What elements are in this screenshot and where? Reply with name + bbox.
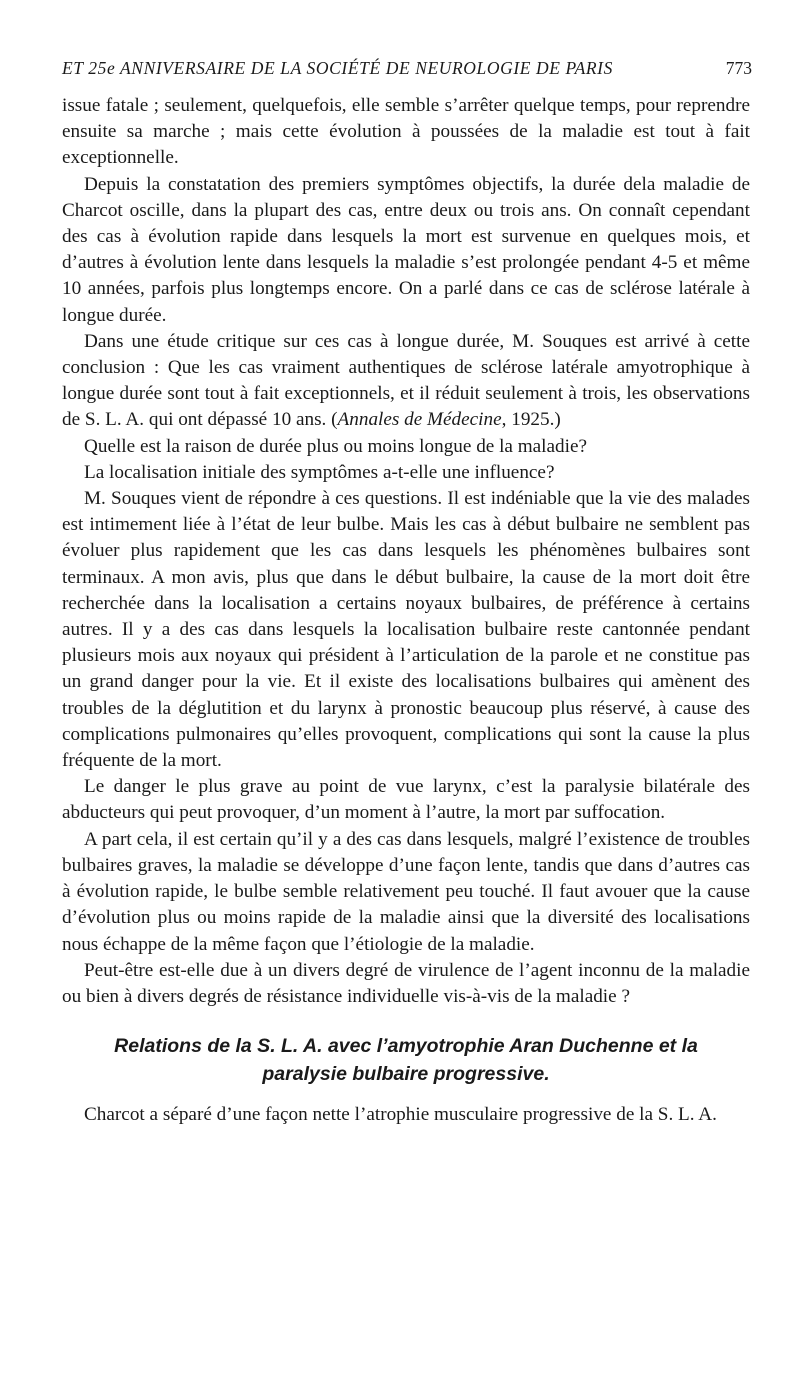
paragraph-9: Peut-être est-elle due à un divers degré de virulence de l’agent inconnu de la maladie ou bien à divers degrés de résistance individuelle vis-à-vis de la maladie ? — [62, 959, 750, 1007]
page-number: 773 — [725, 58, 752, 78]
citation-journal: Annales de Médecine — [337, 409, 502, 431]
paragraph-6: M. Souques vient de répondre à ces questions. Il est indéniable que la vie des malades est intimement liée à l’état de leur bulbe. Mais les cas à début bulbaire ne semblent pas évoluer plus rapidement que les cas dans lesquels les phénomènes bulbaires sont terminaux. A mon avis, plus que dans le début bulbaire, la cause de la mort doit être recherchée dans la localisation a certains noyaux bulbaires, de préférence à certains autres. Il y a des cas dans lesquels la localisation bulbaire reste cantonnée pendant plusieurs mois aux noyaux qui président à l’articulation de la parole et ne constitue pas un grand danger pour la vie. Et il existe des localisations bulbaires qui amènent des troubles de la déglutition et du larynx à pronostic beaucoup plus réservé, à cause des complications pulmonaires qu’elles provoquent, complications qui sont la cause la plus fréquente de la mort. — [62, 488, 750, 772]
paragraph-3 — [62, 329, 750, 434]
paragraph-4: Quelle est la raison de durée plus ou moins longue de la maladie? — [84, 435, 587, 457]
citation-tail: , 1925.) — [501, 409, 561, 431]
running-header — [62, 58, 752, 79]
final-paragraph: Charcot a séparé d’une façon nette l’atrophie musculaire progressive de la S. L. A. — [84, 1104, 717, 1126]
paragraph-3-text: Dans une étude critique sur ces cas à longue durée, M. Souques est arrivé à cette conclusion : Que les cas vraiment authentiques de sclérose latérale amyotrophique à longue durée sont tout à fait exceptionnels, et il réduit seulement à trois, les observations de S. L. A. qui ont dépassé 10 ans. ( — [62, 330, 750, 431]
paragraph-2: Depuis la constatation des premiers symptômes objectifs, la durée dela maladie de Charcot oscille, dans la plupart des cas, entre deux ou trois ans. On connaît cependant des cas à évolution rapide dans lesquels la mort est survenue en quelques mois, et d’autres à évolution lente dans lesquels la maladie s’est prolongée pendant 4-5 et même 10 années, parfois plus longtemps encore. On a parlé dans ce cas de sclérose latérale à longue durée. — [62, 173, 750, 326]
paragraph-5: La localisation initiale des symptômes a-t-elle une influence? — [84, 461, 555, 483]
paragraph-7: Le danger le plus grave au point de vue larynx, c’est la paralysie bilatérale des abducteurs qui peut provoquer, d’un moment à l’autre, la mort par suffocation. — [62, 776, 750, 824]
body-text — [62, 93, 750, 1128]
paragraph-1: issue fatale ; seulement, quelquefois, elle semble s’arrêter quelque temps, pour reprendre ensuite sa marche ; mais cette évolution à poussées de la maladie est tout à fait exceptionnelle. — [62, 95, 750, 169]
section-heading: Relations de la S. L. A. avec l’amyotrophie Aran Duchenne et la paralysie bulbaire progressive. — [114, 1035, 698, 1086]
running-title: ET 25e ANNIVERSAIRE DE LA SOCIÉTÉ DE NEUROLOGIE DE PARIS — [62, 58, 613, 78]
paragraph-8: A part cela, il est certain qu’il y a des cas dans lesquels, malgré l’existence de troubles bulbaires graves, la maladie se développe d’une façon lente, tandis que dans d’autres cas à évolution rapide, le bulbe semble relativement peu touché. Il faut avouer que la cause d’évolution plus ou moins rapide de la maladie ainsi que la diversité des localisations nous échappe de la même façon que l’étiologie de la maladie. — [62, 828, 750, 955]
